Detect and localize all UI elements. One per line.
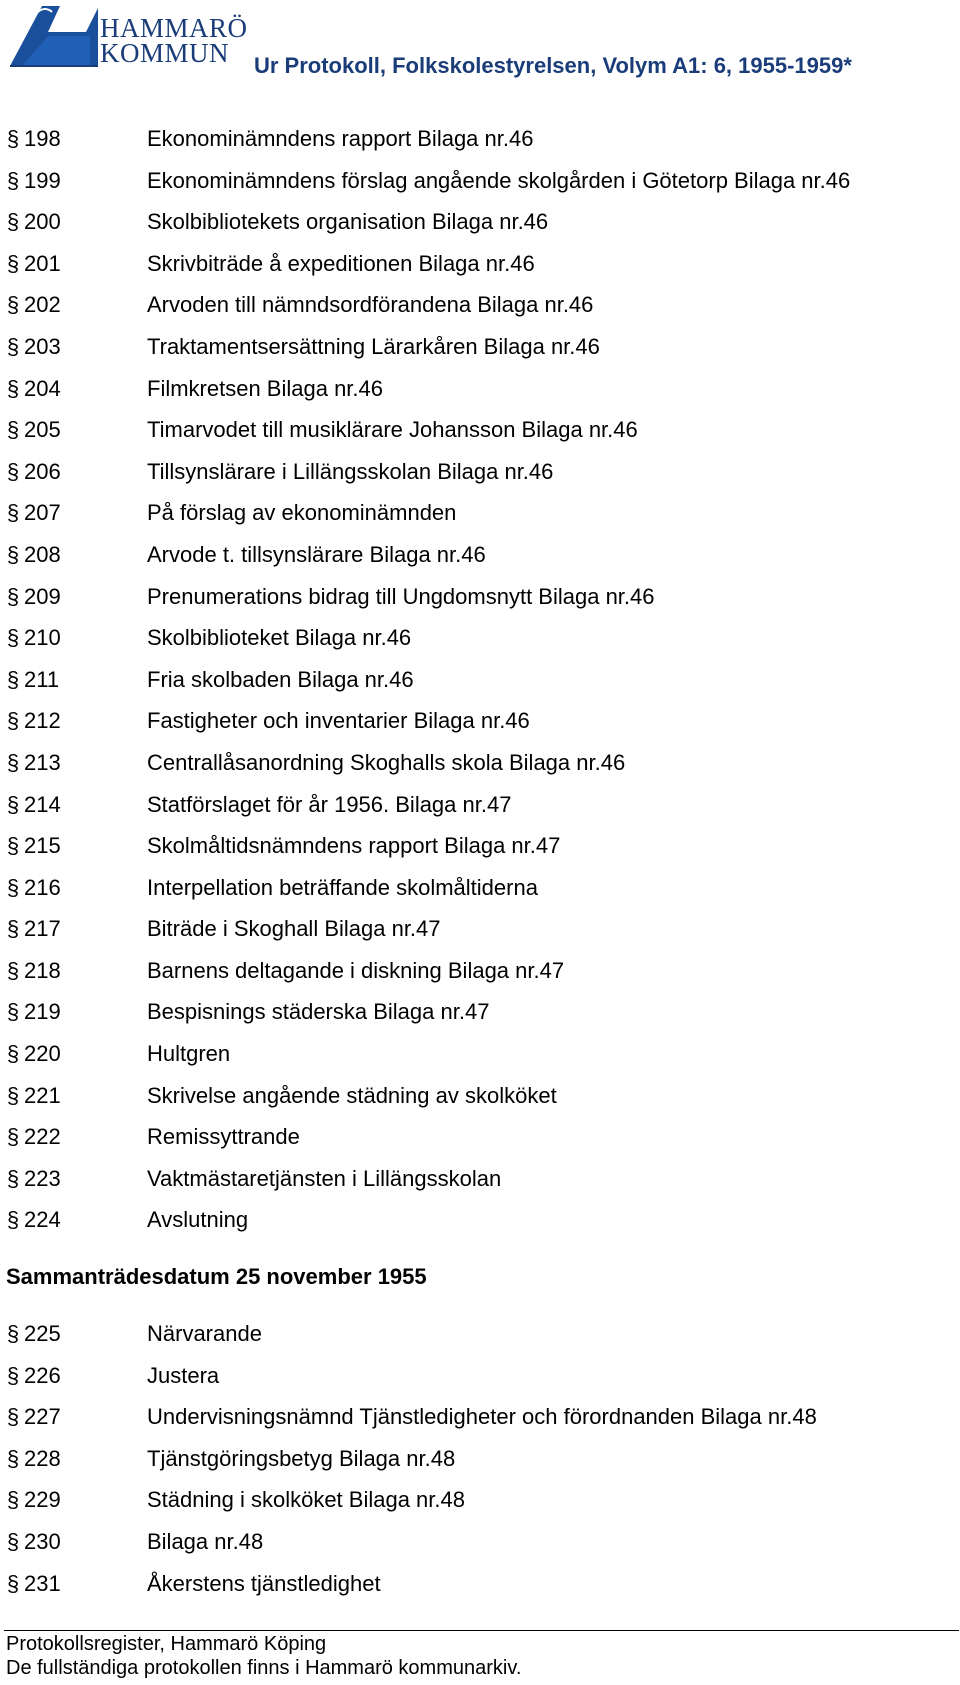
agenda-item-title: Centrallåsanordning Skoghalls skola Bilaga nr.46 — [147, 749, 626, 775]
agenda-item-number: 213 — [24, 749, 61, 775]
agenda-item-number: 200 — [24, 209, 61, 235]
section-symbol: § — [6, 250, 20, 276]
section-symbol: § — [6, 708, 20, 734]
agenda-item — [0, 1479, 960, 1521]
agenda-item-number: 211 — [24, 666, 60, 692]
logo-wordmark — [100, 13, 248, 68]
agenda-item-number: 230 — [24, 1529, 61, 1554]
agenda-item-number: 231 — [24, 1570, 61, 1596]
agenda-item — [0, 1158, 960, 1200]
footer-line-2: De fullständiga protokollen finns i Hammarö kommunarkiv. — [6, 1657, 522, 1679]
logo-emblem-icon — [8, 2, 100, 72]
section-symbol: § — [6, 1165, 20, 1191]
agenda-item-number: 226 — [24, 1362, 61, 1388]
agenda-item — [0, 409, 960, 451]
section-symbol: § — [6, 833, 20, 859]
agenda-item — [0, 617, 960, 659]
agenda-item-number: 198 — [24, 126, 61, 151]
section-symbol: § — [6, 1124, 20, 1150]
page-header — [0, 0, 960, 92]
agenda-item — [0, 201, 960, 243]
section-symbol: § — [6, 583, 20, 609]
section-symbol: § — [6, 167, 20, 193]
section-symbol: § — [6, 458, 20, 484]
agenda-item — [0, 1033, 960, 1075]
agenda-item — [0, 492, 960, 534]
agenda-item — [0, 784, 960, 826]
agenda-item — [0, 825, 960, 867]
agenda-item-title: Vaktmästaretjänsten i Lillängsskolan — [147, 1165, 502, 1191]
agenda-item — [0, 1438, 960, 1480]
agenda-item-title: Skolbiblioteket Bilaga nr.46 — [147, 625, 412, 651]
agenda-item — [0, 659, 960, 701]
agenda-item-title: Fastigheter och inventarier Bilaga nr.46 — [147, 708, 530, 734]
section-symbol: § — [6, 791, 20, 817]
agenda-item — [0, 451, 960, 493]
agenda-item-title: Tjänstgöringsbetyg Bilaga nr.48 — [147, 1445, 456, 1471]
agenda-item-title: Remissyttrande — [147, 1124, 300, 1150]
agenda-item — [0, 867, 960, 909]
agenda-item — [0, 1521, 960, 1563]
section-symbol: § — [6, 292, 20, 318]
section-symbol: § — [6, 1529, 20, 1554]
section-symbol: § — [6, 874, 20, 900]
agenda-item-title: Åkerstens tjänstledighet — [147, 1570, 381, 1596]
agenda-item-number: 203 — [24, 333, 61, 359]
agenda-item-number: 224 — [24, 1207, 61, 1233]
agenda-item — [0, 1563, 960, 1605]
agenda-item-title: Traktamentsersättning Lärarkåren Bilaga nr.46 — [147, 333, 600, 359]
section-symbol: § — [6, 1487, 20, 1513]
section-symbol: § — [6, 1570, 20, 1596]
agenda-item-number: 216 — [24, 874, 61, 900]
agenda-item-title: Arvode t. tillsynslärare Bilaga nr.46 — [147, 541, 486, 567]
agenda-item-title: Justera — [147, 1362, 220, 1388]
section-symbol: § — [6, 333, 20, 359]
agenda-item-number: 220 — [24, 1041, 61, 1067]
logo-line-1: HAMMARÖ — [100, 13, 248, 43]
section-symbol: § — [6, 375, 20, 401]
agenda-item-number: 210 — [24, 625, 61, 651]
agenda-item-number: 217 — [24, 916, 61, 942]
agenda-item-title: Bilaga nr.48 — [147, 1529, 264, 1554]
agenda-item-title: Skolmåltidsnämndens rapport Bilaga nr.47 — [147, 833, 561, 859]
agenda-item — [0, 950, 960, 992]
agenda-list-group-2 — [0, 1313, 960, 1604]
section-symbol: § — [6, 957, 20, 983]
agenda-item-number: 228 — [24, 1445, 61, 1471]
agenda-item-number: 222 — [24, 1124, 61, 1150]
agenda-item-number: 206 — [24, 458, 61, 484]
agenda-item-title: Interpellation beträffande skolmåltiderna — [147, 874, 538, 900]
agenda-item-title: Undervisningsnämnd Tjänstledigheter och förordnanden Bilaga nr.48 — [147, 1404, 817, 1430]
agenda-item — [0, 243, 960, 285]
agenda-item-title: Biträde i Skoghall Bilaga nr.47 — [147, 916, 441, 942]
section-symbol: § — [6, 625, 20, 651]
agenda-item-number: 205 — [24, 417, 61, 443]
agenda-item — [0, 1075, 960, 1117]
agenda-item — [0, 991, 960, 1033]
agenda-item-title: Barnens deltagande i diskning Bilaga nr.47 — [147, 957, 565, 983]
agenda-item-title: Bespisnings städerska Bilaga nr.47 — [147, 999, 490, 1025]
section-symbol: § — [6, 126, 20, 151]
agenda-item-title: Filmkretsen Bilaga nr.46 — [147, 375, 383, 401]
agenda-item-number: 207 — [24, 500, 61, 526]
agenda-item-number: 208 — [24, 541, 61, 567]
agenda-item — [0, 1313, 960, 1355]
agenda-item-number: 204 — [24, 375, 61, 401]
agenda-item-title: Tillsynslärare i Lillängsskolan Bilaga nr.46 — [147, 458, 554, 484]
section-symbol: § — [6, 541, 20, 567]
section-symbol: § — [6, 666, 20, 692]
agenda-item — [0, 908, 960, 950]
agenda-item — [0, 284, 960, 326]
section-symbol: § — [6, 500, 20, 526]
agenda-item — [0, 160, 960, 202]
protocol-index — [0, 118, 960, 1604]
agenda-item-number: 201 — [24, 250, 61, 276]
agenda-item-title: Hultgren — [147, 1041, 231, 1067]
agenda-item-number: 223 — [24, 1165, 61, 1191]
section-symbol: § — [6, 1362, 20, 1388]
agenda-item-title: Närvarande — [147, 1321, 262, 1347]
agenda-item — [0, 1355, 960, 1397]
agenda-item — [0, 326, 960, 368]
section-symbol: § — [6, 1207, 20, 1233]
agenda-item — [0, 1116, 960, 1158]
agenda-item — [0, 742, 960, 784]
agenda-item-number: 225 — [24, 1321, 61, 1347]
footer-line-1: Protokollsregister, Hammarö Köping — [6, 1633, 327, 1655]
agenda-item-number: 227 — [24, 1404, 61, 1430]
agenda-item-number: 221 — [24, 1082, 61, 1108]
agenda-item-number: 215 — [24, 833, 61, 859]
agenda-list-group-1 — [0, 118, 960, 1241]
agenda-item-title: På förslag av ekonominämnden — [147, 500, 457, 526]
agenda-item-title: Statförslaget för år 1956. Bilaga nr.47 — [147, 791, 512, 817]
agenda-item-title: Städning i skolköket Bilaga nr.48 — [147, 1487, 465, 1513]
section-symbol: § — [6, 1082, 20, 1108]
section-symbol: § — [6, 1321, 20, 1347]
agenda-item-number: 218 — [24, 957, 61, 983]
section-symbol: § — [6, 209, 20, 235]
agenda-item-number: 229 — [24, 1487, 61, 1513]
footer-divider — [4, 1630, 959, 1631]
agenda-item-number: 199 — [24, 167, 61, 193]
agenda-item — [0, 118, 960, 160]
agenda-item-number: 209 — [24, 583, 61, 609]
hammaro-kommun-logo — [8, 2, 248, 72]
agenda-item — [0, 700, 960, 742]
logo-line-2: KOMMUN — [100, 38, 230, 68]
agenda-item-number: 214 — [24, 791, 61, 817]
agenda-item-title: Skrivelse angående städning av skolköket — [147, 1082, 557, 1108]
agenda-item — [0, 576, 960, 618]
agenda-item-title: Prenumerations bidrag till Ungdomsnytt Bilaga nr.46 — [147, 583, 655, 609]
agenda-item — [0, 1199, 960, 1241]
agenda-item-title: Avslutning — [147, 1207, 249, 1233]
agenda-item-title: Skolbibliotekets organisation Bilaga nr.46 — [147, 209, 549, 235]
agenda-item-title: Skrivbiträde å expeditionen Bilaga nr.46 — [147, 250, 535, 276]
section-symbol: § — [6, 999, 20, 1025]
agenda-item — [0, 534, 960, 576]
section-symbol: § — [6, 749, 20, 775]
agenda-item-number: 202 — [24, 292, 61, 318]
agenda-item — [0, 1396, 960, 1438]
agenda-item-title: Ekonominämndens rapport Bilaga nr.46 — [147, 126, 534, 151]
agenda-item-title: Timarvodet till musiklärare Johansson Bilaga nr.46 — [147, 417, 638, 443]
agenda-item-title: Arvoden till nämndsordförandena Bilaga nr.46 — [147, 292, 594, 318]
agenda-item-number: 212 — [24, 708, 61, 734]
section-symbol: § — [6, 417, 20, 443]
section-symbol: § — [6, 1445, 20, 1471]
section-symbol: § — [6, 1404, 20, 1430]
document-title: Ur Protokoll, Folkskolestyrelsen, Volym A1: 6, 1955-1959* — [254, 53, 852, 78]
agenda-item — [0, 368, 960, 410]
section-symbol: § — [6, 1041, 20, 1067]
agenda-item-title: Ekonominämndens förslag angående skolgården i Götetorp Bilaga nr.46 — [147, 167, 851, 193]
agenda-item-title: Fria skolbaden Bilaga nr.46 — [147, 666, 414, 692]
agenda-item-number: 219 — [24, 999, 61, 1025]
section-symbol: § — [6, 916, 20, 942]
meeting-date-heading: Sammanträdesdatum 25 november 1955 — [6, 1264, 427, 1290]
